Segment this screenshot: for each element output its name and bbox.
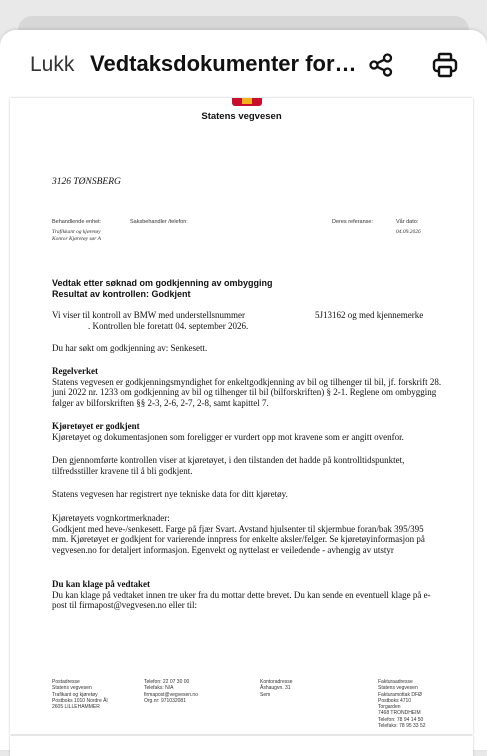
- document-page: [10, 98, 473, 734]
- intro-line-2: . Kontrollen ble foretatt 04. september 2026.: [88, 320, 249, 331]
- printer-icon[interactable]: [431, 51, 459, 79]
- share-icon[interactable]: [368, 52, 394, 78]
- unit-value: [52, 229, 101, 243]
- statens-vegvesen-logo: [232, 98, 262, 106]
- label-your-ref: Deres referanse:: [332, 219, 373, 225]
- label-our-date: Vår dato:: [396, 219, 419, 225]
- intro-paragraph: [52, 310, 442, 331]
- org-name: Statens vegvesen: [201, 111, 282, 122]
- document-viewer-sheet: [0, 30, 487, 750]
- heading-line-2: Resultat av kontrollen: Godkjent: [52, 289, 191, 299]
- unit-value-line-1: Trafikkant og kjøretøy: [52, 229, 101, 235]
- footer-invoice: Fakturaadresse Statens vegvesen Fakturamottak DFØ Postboks 4710 Torgarden 7468 TRONDHEIM Telefon: 78 94 14 50 Telefaks: 78 95 33 52: [378, 679, 426, 730]
- date-value: 04.09.2026: [396, 229, 421, 235]
- remarks-heading: Kjøretøyets vognkortmerknader:: [52, 513, 170, 523]
- intro-line-1: Vi viser til kontroll av BMW med understellsnummer: [52, 310, 246, 320]
- intro-reg: 5J13162 og med kjennemerke: [315, 310, 424, 320]
- remarks-text: Godkjent med heve-/senkesett. Farge på fjær Svart. Avstand hjulsenter til skjermbue foran/bak 395/395 mm. Kjøretøyet er godkjent for varierende innpress for enkelte aksler/felger. Se kjøretøyinformasjon på vegvesen.no for detaljert informasjon. Egenvekt og nyttelast er veiledende - avhengig av utstyr: [52, 523, 425, 555]
- regelverket-heading: Regelverket: [52, 366, 98, 376]
- footer-office: Kontoradresse Åshaugvn. 31 Sem: [260, 679, 293, 698]
- label-unit: Behandlende enhet:: [52, 219, 102, 225]
- recipient-address: 3126 TØNSBERG: [52, 177, 121, 187]
- next-page-preview: [10, 736, 473, 756]
- unit-value-line-2: Kontor Kjøretøy sør A: [52, 236, 102, 242]
- viewer-toolbar: [0, 30, 487, 100]
- applied-text: Du har søkt om godkjenning av: Senkesett.: [52, 343, 208, 353]
- heading-line-1: Vedtak etter søknad om godkjenning av ombygging: [52, 278, 273, 288]
- klage-text: Du kan klage på vedtaket innen tre uker fra du mottar dette brevet. Du kan sende en eventuell klage på e-post til firmapost@vegvesen.no eller til:: [52, 589, 431, 610]
- klage-heading: Du kan klage på vedtaket: [52, 579, 151, 589]
- regelverket-text: Statens vegvesen er godkjenningsmyndighet for enkeltgodkjenning av bil og tilhenger til bil, jf. forskrift 28. juni 2022 nr. 1233 om godkjenning av bil og tilhenger til bil (bilforskriften) § 2-1. Reglene om ombygging følger av bilforskriften §§ 2-3, 2-6, 2-7, 2-8, samt kapittel 7.: [52, 376, 442, 408]
- footer-postal: Postadresse Statens vegvesen Trafikant og kjøretøy Postboks 1010 Nordre Ål 2605 LILLEHAMMER: [52, 679, 108, 711]
- close-button[interactable]: Lukk: [30, 53, 75, 76]
- decision-heading: [52, 278, 273, 300]
- footer-contact: Telefon: 22 07 30 00 Telefaks: N/A firmapost@vegvesen.no Org.nr: 971032081: [144, 679, 198, 704]
- kontroll-text: Den gjennomførte kontrollen viser at kjøretøyet, i den tilstanden det hadde på kontrolltidspunktet, tilfredsstiller kravene til å bli godkjent.: [52, 455, 405, 476]
- label-handler: Saksbehandler /telefon:: [130, 219, 188, 225]
- godkjent-text: Kjøretøyet og dokumentasjonen som foreligger er vurdert opp mot kravene som er angitt ovenfor.: [52, 431, 404, 442]
- godkjent-heading: Kjøretøyet er godkjent: [52, 421, 140, 431]
- document-title: Vedtaksdokumenter for…: [90, 51, 357, 76]
- registered-text: Statens vegvesen har registrert nye tekniske data for ditt kjøretøy.: [52, 489, 288, 499]
